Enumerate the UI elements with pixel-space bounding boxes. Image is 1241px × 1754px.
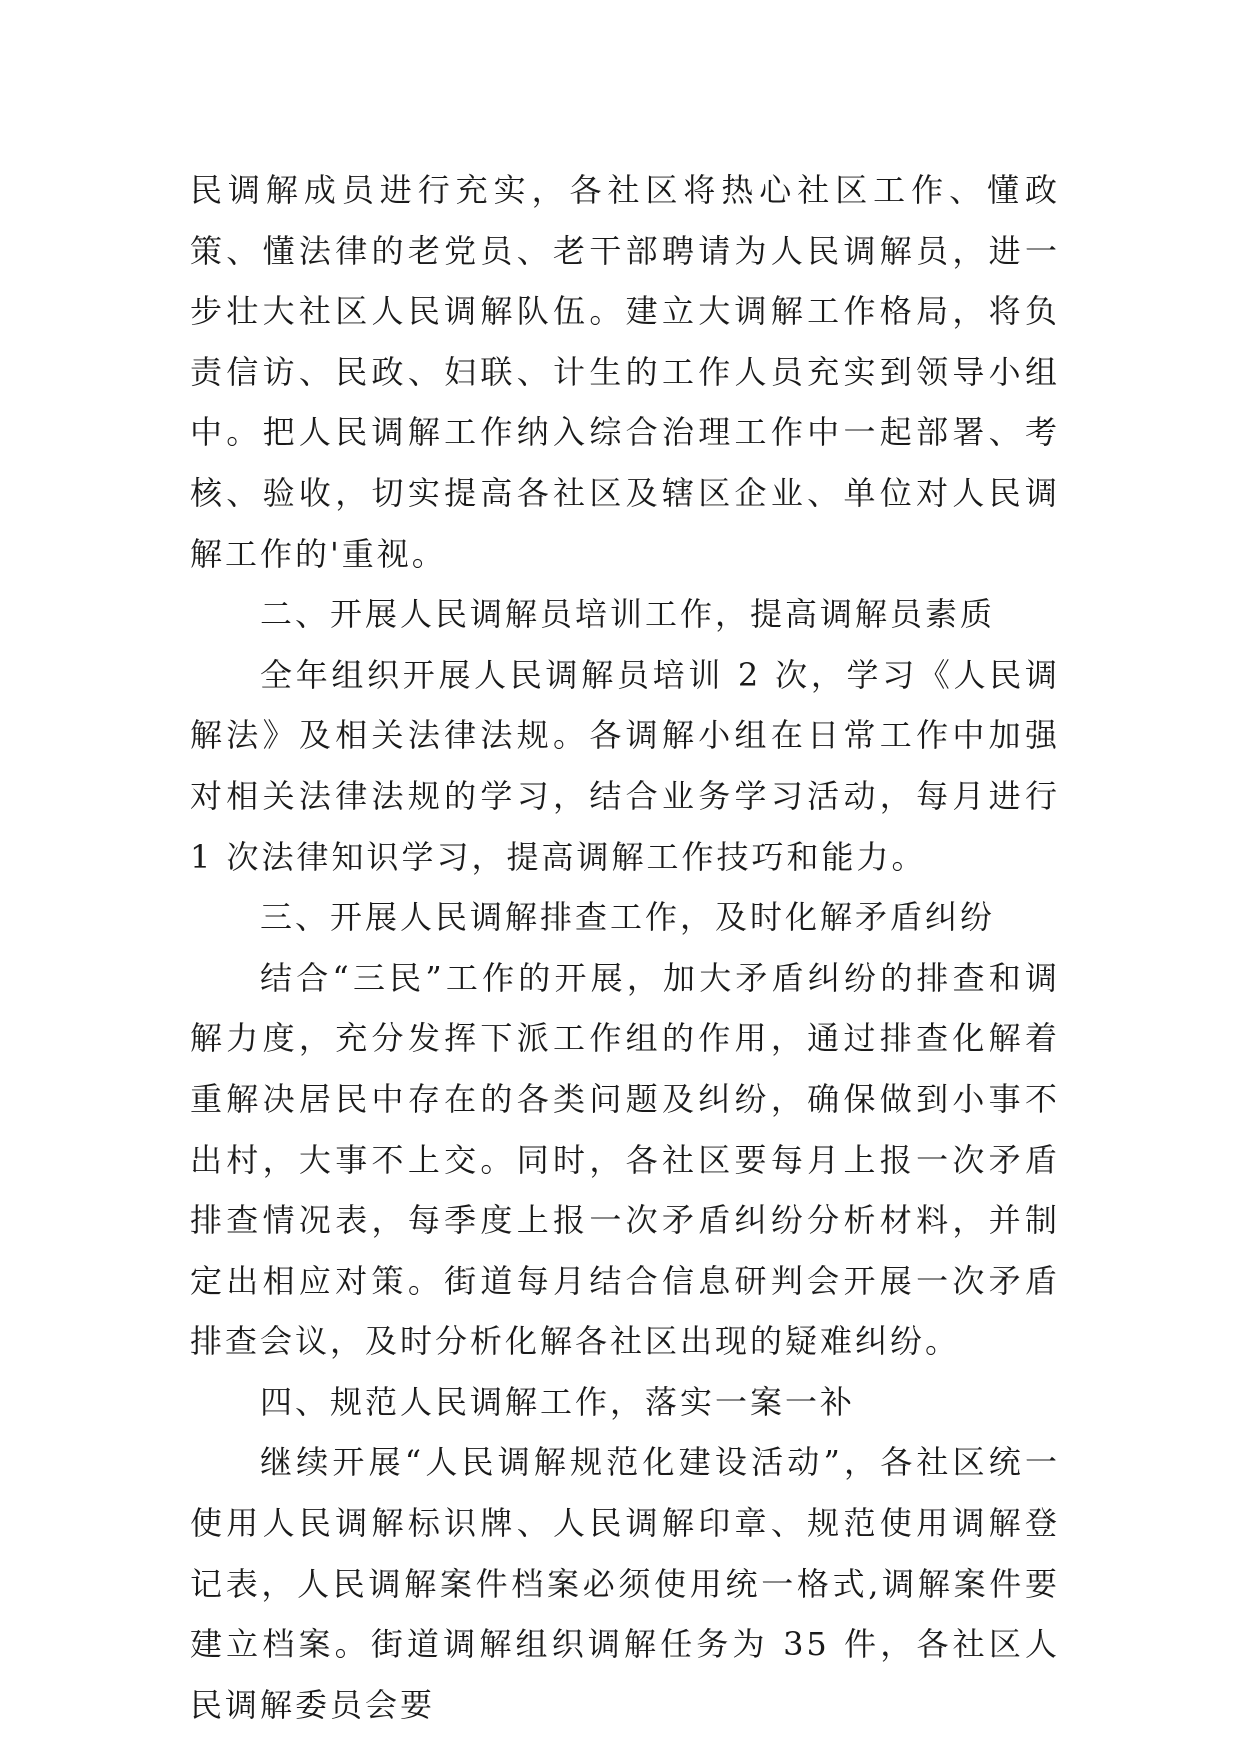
section-heading-2: 二、开展人民调解员培训工作，提高调解员素质 [260,595,996,634]
paragraph-training: 全年组织开展人民调解员培训 2 次，学习《人民调解法》及相关法律法规。各调解小组在日常工作中加强对相关法律法规的学习，结合业务学习活动，每月进行 1 次法律知识学习，提高调解工作技巧和能力。 [190,655,1060,876]
paragraph-continued: 民调解成员进行充实，各社区将热心社区工作、懂政策、懂法律的老党员、老干部聘请为人民调解员，进一步壮大社区人民调解队伍。建立大调解工作格局，将负责信访、民政、妇联、计生的工作人员充实到领导小组中。把人民调解工作纳入综合治理工作中一起部署、考核、验收，切实提高各社区及辖区企业、单位对人民调解工作的'重视。 [190,171,1060,573]
section-heading-4: 四、规范人民调解工作，落实一案一补 [260,1382,856,1421]
document-body [190,160,1060,1735]
section-heading-3: 三、开展人民调解排查工作，及时化解矛盾纠纷 [260,898,996,937]
paragraph-standardization: 继续开展“人民调解规范化建设活动”，各社区统一使用人民调解标识牌、人民调解印章、规范使用调解登记表，人民调解案件档案必须使用统一格式,调解案件要建立档案。街道调解组织调解任务为 35 件，各社区人民调解委员会要 [190,1443,1060,1724]
paragraph-investigation: 结合“三民”工作的开展，加大矛盾纠纷的排查和调解力度，充分发挥下派工作组的作用，通过排查化解着重解决居民中存在的各类问题及纠纷，确保做到小事不出村，大事不上交。同时，各社区要每月上报一次矛盾排查情况表，每季度上报一次矛盾纠纷分析材料，并制定出相应对策。街道每月结合信息研判会开展一次矛盾排查会议，及时分析化解各社区出现的疑难纠纷。 [190,958,1060,1361]
